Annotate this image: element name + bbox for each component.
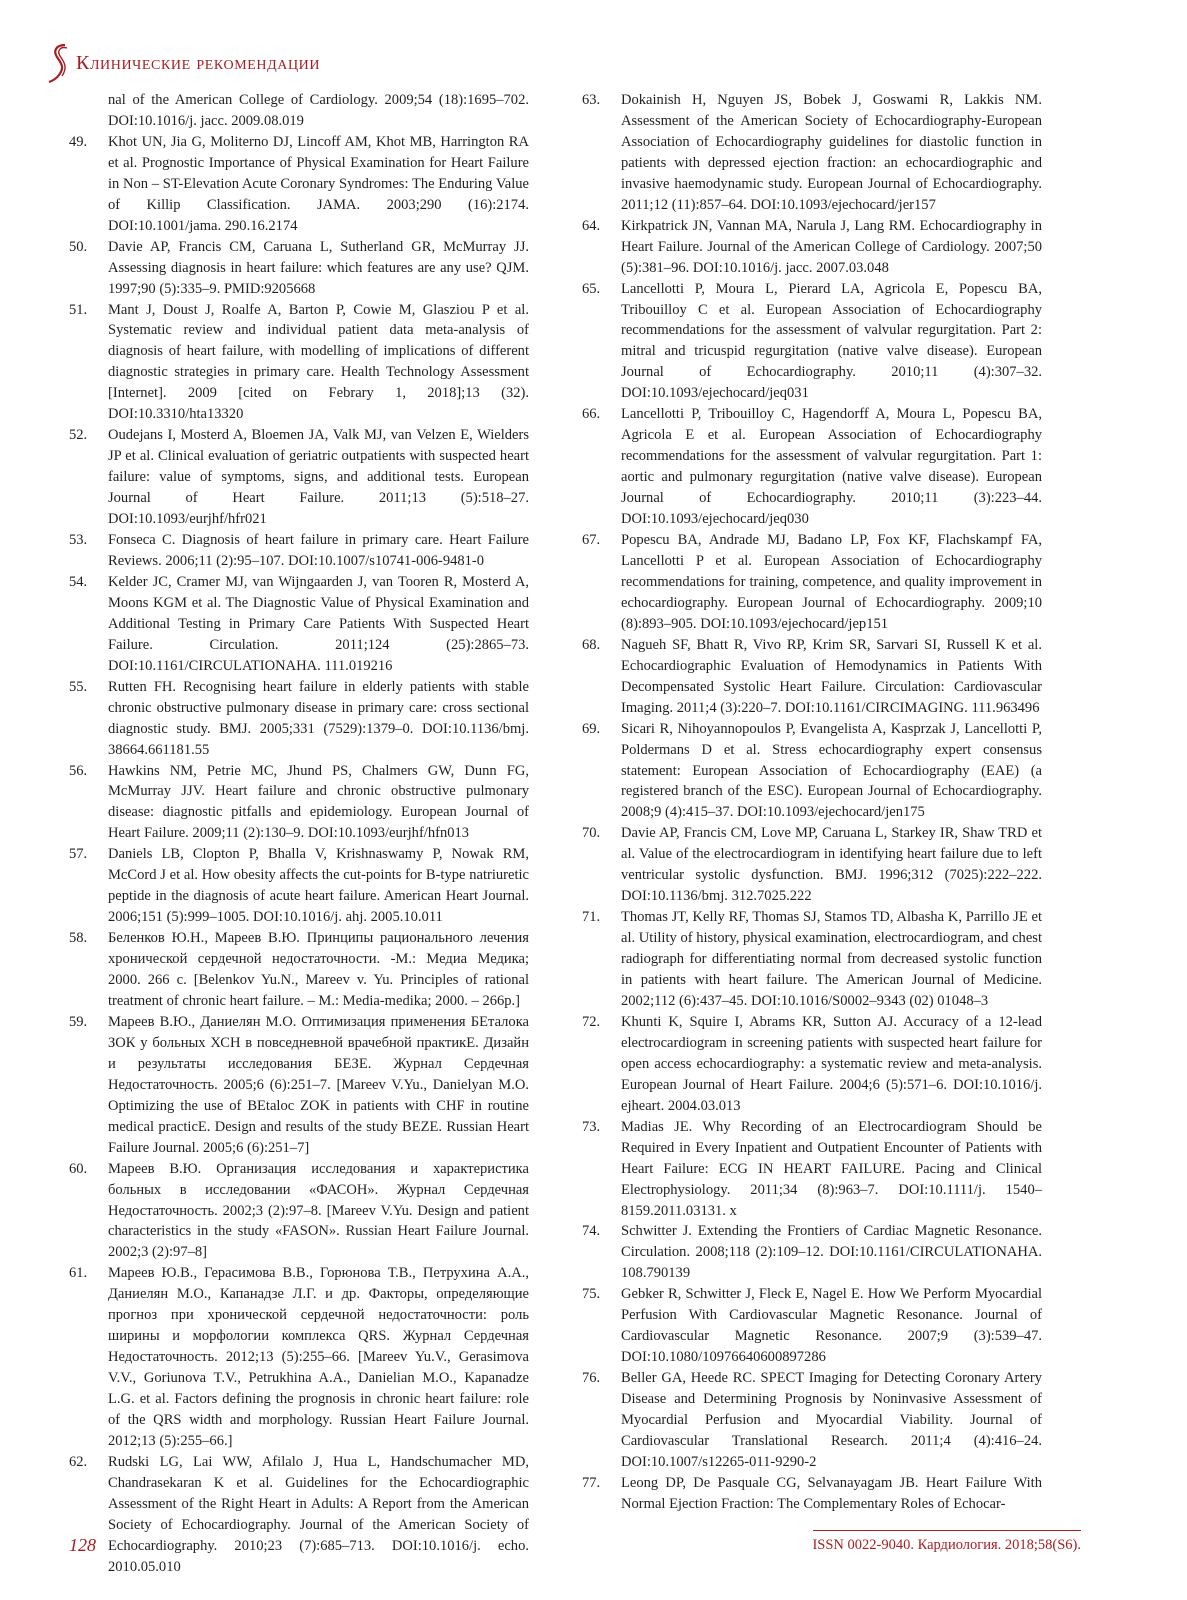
reference-number: 50.: [69, 238, 88, 255]
reference-item: [582, 1012, 1042, 1117]
reference-item: [582, 823, 1042, 907]
reference-item: [69, 1452, 529, 1578]
reference-text: Hawkins NM, Petrie MC, Jhund PS, Chalmers GW, Dunn FG, McMurray JJV. Heart failure and chronic obstructive pulmonary disease: diagnostic pitfalls and epidemiology. European Journal of Heart Failure. 2009;11 (2):130–9. DOI:10.1093/eurjhf/hfn013: [108, 762, 529, 842]
page-header: [46, 40, 320, 86]
reference-number: 54.: [69, 573, 88, 590]
reference-text: Lancellotti P, Moura L, Pierard LA, Agricola E, Popescu BA, Tribouilloy C et al. European Association of Echocardiography recommendations for the assessment of valvular regurgitation. Part 2: mitral and tricuspid regurgitation (native valve disease). European Journal of Echocardiography. 2010;11 (4):307–32. DOI:10.1093/ejechocard/jeq031: [621, 280, 1042, 402]
reference-item: [69, 761, 529, 845]
reference-item: [582, 1117, 1042, 1222]
reference-number: 62.: [69, 1453, 88, 1470]
reference-item: [69, 1263, 529, 1452]
reference-number: 61.: [69, 1265, 88, 1282]
reference-number: 73.: [582, 1118, 601, 1135]
reference-text: Dokainish H, Nguyen JS, Bobek J, Goswami R, Lakkis NM. Assessment of the American Society of Echocardiography-European Association of Echocardiography guidelines for diastolic function in patients with depressed ejection fraction: an echocardiographic and invasive haemodynamic study. European Journal of Echocardiography. 2011;12 (11):857–64. DOI:10.1093/ejechocard/jer157: [621, 92, 1042, 213]
reference-text: Thomas JT, Kelly RF, Thomas SJ, Stamos TD, Albasha K, Parrillo JE et al. Utility of history, physical examination, electrocardiogram, and chest radiograph for differentiating normal from decreased systolic function in patients with heart failure. The American Journal of Medicine. 2002;112 (6):437–45. DOI:10.1016/S0002–9343 (02) 01048–3: [621, 909, 1042, 1009]
reference-item: [582, 404, 1042, 530]
reference-number: 65.: [582, 280, 601, 297]
reference-item: [582, 907, 1042, 1012]
reference-number: 55.: [69, 678, 88, 695]
reference-text: Беленков Ю.Н., Мареев В.Ю. Принципы рационального лечения хронической сердечной недостаточности. -М.: Медиа Медика; 2000. 266 с. [Belenkov Yu.N., Mareev v. Yu. Principles of rational treatment of chronic heart failure. – M.: Media-medika; 2000. – 266p.]: [108, 930, 529, 1009]
reference-number: 57.: [69, 846, 88, 863]
reference-number: 71.: [582, 909, 601, 926]
footer-divider: [813, 1530, 1081, 1531]
journal-citation: ISSN 0022-9040. Кардиология. 2018;58(S6).: [812, 1537, 1081, 1553]
reference-text: Kelder JC, Cramer MJ, van Wijngaarden J, van Tooren R, Mosterd A, Moons KGM et al. The Diagnostic Value of Physical Examination and Additional Testing in Primary Care Patients With Suspected Heart Failure. Circulation. 2011;124 (25):2865–73. DOI:10.1161/CIRCULATIONAHA. 111.019216: [108, 573, 529, 674]
reference-number: 49.: [69, 133, 88, 150]
reference-text: nal of the American College of Cardiology. 2009;54 (18):1695–702. DOI:10.1016/j. jacc. 2009.08.019: [108, 92, 529, 129]
reference-number: 56.: [69, 762, 88, 779]
reference-text: Rudski LG, Lai WW, Afilalo J, Hua L, Handschumacher MD, Chandrasekaran K et al. Guidelines for the Echocardiographic Assessment of the Right Heart in Adults: A Report from the American Society of Echocardiography. Journal of the American Society of Echocardiography. 2010;23 (7):685–713. DOI:10.1016/j. echo. 2010.05.010: [108, 1453, 529, 1575]
reference-item: [582, 530, 1042, 635]
reference-text: Beller GA, Heede RC. SPECT Imaging for Detecting Coronary Artery Disease and Determining Prognosis by Noninvasive Assessment of Myocardial Perfusion and Myocardial Viability. Journal of Cardiovascular Translational Research. 2011;4 (4):416–24. DOI:10.1007/s12265-011-9290-2: [621, 1370, 1042, 1470]
reference-text: Kirkpatrick JN, Vannan MA, Narula J, Lang RM. Echocardiography in Heart Failure. Journal of the American College of Cardiology. 2007;50 (5):381–96. DOI:10.1016/j. jacc. 2007.03.048: [621, 217, 1042, 276]
section-title: Клинические рекомендации: [76, 51, 321, 74]
reference-text: Sicari R, Nihoyannopoulos P, Evangelista A, Kasprzak J, Lancellotti P, Poldermans D et al. Stress echocardiography expert consensus statement: European Association of Echocardiography (EAE) (a registered branch of the ESC). European Journal of Echocardiography. 2008;9 (4):415–37. DOI:10.1093/ejechocard/jen175: [621, 720, 1042, 821]
reference-item: [69, 572, 529, 677]
reference-text: Khunti K, Squire I, Abrams KR, Sutton AJ. Accuracy of a 12-lead electrocardiogram in screening patients with suspected heart failure for open access echocardiography: a systematic review and meta-analysis. European Journal of Heart Failure. 2004;6 (5):571–6. DOI:10.1016/j. ejheart. 2004.03.013: [621, 1013, 1042, 1114]
references-right-column: [582, 90, 1042, 1515]
reference-number: 58.: [69, 930, 88, 947]
reference-item: [69, 425, 529, 530]
reference-item: [69, 530, 529, 572]
reference-text: Nagueh SF, Bhatt R, Vivo RP, Krim SR, Sarvari SI, Russell K et al. Echocardiographic Evaluation of Hemodynamics in Patients With Decompensated Systolic Heart Failure. Circulation: Cardiovascular Imaging. 2011;4 (3):220–7. DOI:10.1161/CIRCIMAGING. 111.963496: [621, 636, 1042, 716]
reference-number: 60.: [69, 1160, 88, 1177]
reference-item: [582, 719, 1042, 824]
reference-number: 75.: [582, 1286, 601, 1303]
reference-number: 51.: [69, 301, 88, 318]
reference-text: Мареев Ю.В., Герасимова В.В., Горюнова Т.В., Петрухина А.А., Даниелян М.О., Капанадзе Л.Г. и др. Факторы, определяющие прогноз при хронической сердечной недостаточности: роль ширины и морфологии комплекса QRS. Журнал Сердечная Недостаточность. 2012;13 (5):255–66. [Mareev Yu.V., Gerasimova V.V., Goriunova T.V., Petrukhina A.A., Danielian M.O., Kapanadze L.G. et al. Factors defining the prognosis in chronic heart failure: role of the QRS width and morphology. Russian Heart Failure Journal. 2012;13 (5):255–66.]: [108, 1265, 529, 1449]
reference-item: [69, 928, 529, 1012]
reference-item: [69, 90, 529, 132]
reference-number: 74.: [582, 1223, 601, 1240]
reference-text: Davie AP, Francis CM, Caruana L, Sutherland GR, McMurray JJ. Assessing diagnosis in heart failure: which features are any use? QJM. 1997;90 (5):335–9. PMID:9205668: [108, 238, 529, 297]
reference-text: Khot UN, Jia G, Moliterno DJ, Lincoff AM, Khot MB, Harrington RA et al. Prognostic Importance of Physical Examination for Heart Failure in Non – ST-Elevation Acute Coronary Syndromes: The Enduring Value of Killip Classification. JAMA. 2003;290 (16):2174. DOI:10.1001/jama. 290.16.2174: [108, 133, 529, 234]
reference-text: Popescu BA, Andrade MJ, Badano LP, Fox KF, Flachskampf FA, Lancellotti P et al. European Association of Echocardiography recommendations for training, competence, and quality improvement in echocardiography. European Journal of Echocardiography. 2009;10 (8):893–905. DOI:10.1093/ejechocard/jep151: [621, 532, 1042, 632]
page-number: 128: [69, 1535, 96, 1555]
section-logo-icon: [46, 42, 72, 84]
reference-text: Rutten FH. Recognising heart failure in elderly patients with stable chronic obstructive pulmonary disease in primary care: cross sectional diagnostic study. BMJ. 2005;331 (7529):1379–0. DOI:10.1136/bmj. 38664.661181.55: [108, 678, 529, 758]
reference-item: [582, 90, 1042, 216]
reference-number: 77.: [582, 1474, 601, 1491]
reference-number: 67.: [582, 532, 601, 549]
reference-item: [582, 216, 1042, 279]
reference-text: Oudejans I, Mosterd A, Bloemen JA, Valk MJ, van Velzen E, Wielders JP et al. Clinical evaluation of geriatric outpatients with suspected heart failure: value of symptoms, signs, and additional tests. European Journal of Heart Failure. 2011;13 (5):518–27. DOI:10.1093/eurjhf/hfr021: [108, 427, 529, 528]
reference-text: Leong DP, De Pasquale CG, Selvanayagam JB. Heart Failure With Normal Ejection Fraction: The Complementary Roles of Echocar-: [621, 1474, 1042, 1512]
reference-text: Daniels LB, Clopton P, Bhalla V, Krishnaswamy P, Nowak RM, McCord J et al. How obesity affects the cut-points for B-type natriuretic peptide in the diagnosis of acute heart failure. American Heart Journal. 2006;151 (5):999–1005. DOI:10.1016/j. ahj. 2005.10.011: [108, 846, 529, 926]
reference-number: 66.: [582, 406, 601, 423]
reference-item: [582, 279, 1042, 405]
reference-number: 53.: [69, 532, 88, 549]
reference-text: Lancellotti P, Tribouilloy C, Hagendorff A, Moura L, Popescu BA, Agricola E et al. European Association of Echocardiography recommendations for the assessment of valvular regurgitation. Part 1: aortic and pulmonary regurgitation (native valve disease). European Journal of Echocardiography. 2010;11 (3):223–44. DOI:10.1093/ejechocard/jeq030: [621, 406, 1042, 528]
reference-item: [69, 237, 529, 300]
reference-number: 63.: [582, 92, 601, 108]
reference-number: 64.: [582, 217, 601, 234]
reference-number: 68.: [582, 636, 601, 653]
reference-number: 69.: [582, 720, 601, 737]
reference-number: 76.: [582, 1370, 601, 1387]
reference-number: 52.: [69, 427, 88, 444]
reference-text: Schwitter J. Extending the Frontiers of Cardiac Magnetic Resonance. Circulation. 2008;118 (2):109–12. DOI:10.1161/CIRCULATIONAHA. 108.790139: [621, 1223, 1042, 1282]
reference-number: 72.: [582, 1013, 601, 1030]
reference-item: [69, 132, 529, 237]
reference-text: Madias JE. Why Recording of an Electrocardiogram Should be Required in Every Inpatient and Outpatient Encounter of Patients with Heart Failure: ECG IN HEART FAILURE. Pacing and Clinical Electrophysiology. 2011;34 (8):963–7. DOI:10.1111/j. 1540–8159.2011.03131. x: [621, 1118, 1042, 1219]
reference-item: [69, 1159, 529, 1264]
reference-item: [69, 844, 529, 928]
reference-item: [582, 1473, 1042, 1515]
reference-text: Fonseca C. Diagnosis of heart failure in primary care. Heart Failure Reviews. 2006;11 (2):95–107. DOI:10.1007/s10741-006-9481-0: [108, 532, 529, 569]
reference-text: Davie AP, Francis CM, Love MP, Caruana L, Starkey IR, Shaw TRD et al. Value of the electrocardiogram in identifying heart failure due to left ventricular systolic dysfunction. BMJ. 1996;312 (7025):222–222. DOI:10.1136/bmj. 312.7025.222: [621, 825, 1042, 905]
reference-item: [582, 1221, 1042, 1284]
reference-item: [69, 1012, 529, 1159]
reference-text: Gebker R, Schwitter J, Fleck E, Nagel E. How We Perform Myocardial Perfusion With Cardiovascular Magnetic Resonance. Journal of Cardiovascular Magnetic Resonance. 2007;9 (3):539–47. DOI:10.1080/10976640600897286: [621, 1286, 1042, 1366]
reference-text: Мареев В.Ю., Даниелян М.О. Оптимизация применения БЕталока ЗОК у больных ХСН в повседневной врачебной практикЕ. Дизайн и результаты исследования БЕЗЕ. Журнал Сердечная Недостаточность. 2005;6 (6):251–7. [Mareev V.Yu., Danielyan M.O. Optimizing the use of BEtaloc ZOK in patients with CHF in routine medical practicE. Design and results of the study BEZE. Russian Heart Failure Journal. 2005;6 (6):251–7]: [108, 1013, 529, 1156]
reference-item: [69, 300, 529, 426]
reference-item: [69, 677, 529, 761]
references-left-column: [69, 90, 529, 1578]
reference-text: Мареев В.Ю. Организация исследования и характеристика больных в исследовании «ФАСОН». Журнал Сердечная Недостаточность. 2002;3 (2):97–8. [Mareev V.Yu. Design and patient characteristics in the study «FASON». Russian Heart Failure Journal. 2002;3 (2):97–8]: [108, 1160, 529, 1261]
reference-item: [582, 1368, 1042, 1473]
reference-number: 70.: [582, 825, 601, 842]
reference-text: Mant J, Doust J, Roalfe A, Barton P, Cowie M, Glasziou P et al. Systematic review and individual patient data meta-analysis of diagnosis of heart failure, with modelling of implications of different diagnostic strategies in primary care. Health Technology Assessment [Internet]. 2009 [cited on Febrary 1, 2018];13 (32). DOI:10.3310/hta13320: [108, 301, 529, 423]
reference-item: [582, 1284, 1042, 1368]
reference-item: [582, 635, 1042, 719]
reference-number: 59.: [69, 1013, 88, 1030]
